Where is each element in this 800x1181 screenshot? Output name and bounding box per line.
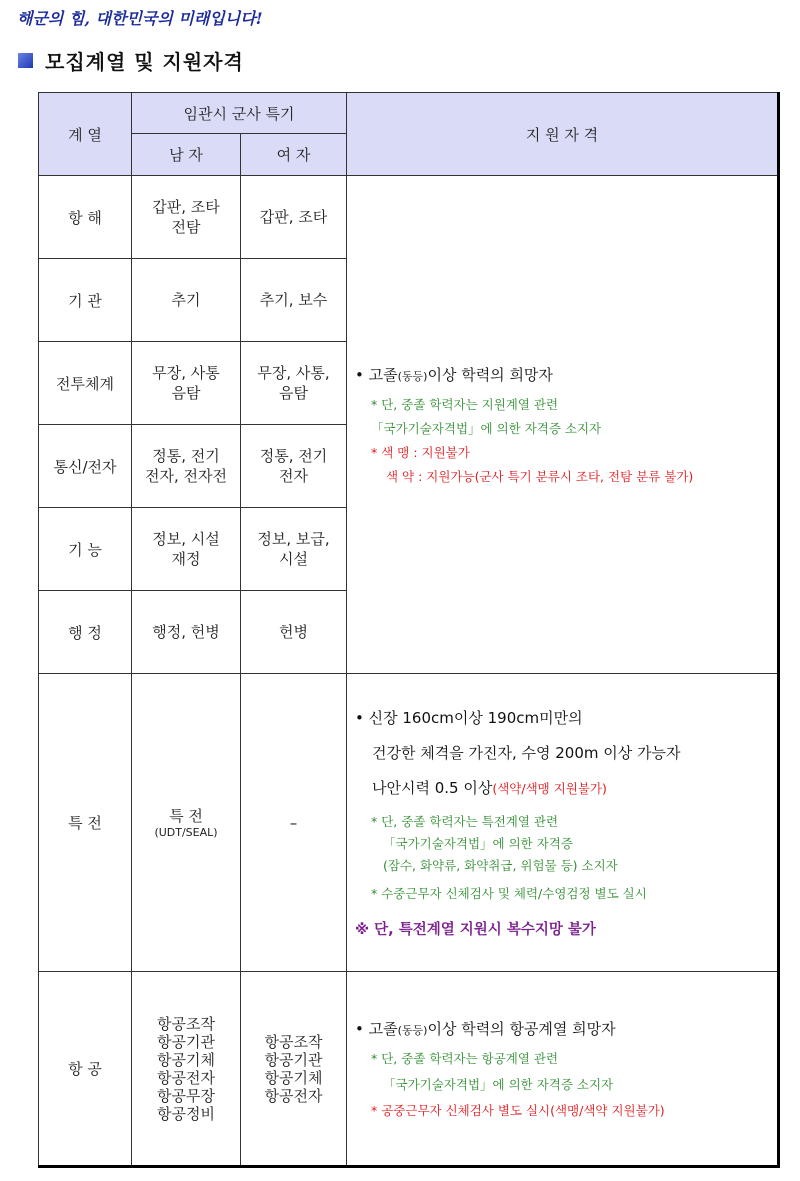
header-qualification: 지 원 자 격 — [347, 93, 779, 176]
female-specialty-cell: 헌병 — [241, 591, 347, 674]
female-specialty-cell: 갑판, 조타 — [241, 176, 347, 259]
male-specialty-cell: 정보, 시설 재정 — [132, 508, 241, 591]
general-qualification-cell: • 고졸(동등)이상 학력의 희망자 * 단, 중졸 학력자는 지원계열 관련 「국가기술자격법」에 의한 자격증 소지자 * 색 맹 : 지원불가 색 약 : 지원가능(군사 특기 분류시 조타, 전탐 분류 불가) — [347, 176, 779, 674]
female-specialty-cell: 항공조작 항공기관 항공기체 항공전자 — [241, 972, 347, 1167]
slogan: 해군의 힘, 대한민국의 미래입니다! — [17, 9, 263, 28]
category-cell: 전투체계 — [39, 342, 132, 425]
female-specialty-cell: 정통, 전기 전자 — [241, 425, 347, 508]
header-male: 남 자 — [132, 134, 241, 176]
male-specialty-cell: 특 전 (UDT/SEAL) — [132, 674, 241, 972]
category-cell: 항 공 — [39, 972, 132, 1167]
header-specialty: 임관시 군사 특기 — [132, 93, 347, 134]
female-specialty-cell: 정보, 보급, 시설 — [241, 508, 347, 591]
table-row-aviation — [39, 972, 779, 1167]
section-title: 모집계열 및 지원자격 — [45, 49, 244, 74]
recruitment-table — [38, 92, 780, 1168]
female-specialty-cell: 무장, 사통, 음탐 — [241, 342, 347, 425]
category-cell: 특 전 — [39, 674, 132, 972]
category-cell: 행 정 — [39, 591, 132, 674]
male-specialty-cell: 무장, 사통 음탐 — [132, 342, 241, 425]
category-cell: 기 능 — [39, 508, 132, 591]
table-row-special — [39, 674, 779, 972]
female-specialty-cell: 추기, 보수 — [241, 259, 347, 342]
header-category: 계 열 — [39, 93, 132, 176]
male-specialty-cell: 항공조작 항공기관 항공기체 항공전자 항공무장 항공정비 — [132, 972, 241, 1167]
header-female: 여 자 — [241, 134, 347, 176]
category-cell: 통신/전자 — [39, 425, 132, 508]
special-qualification-cell: • 신장 160cm이상 190cm미만의 건강한 체격을 가진자, 수영 200m 이상 가능자 나안시력 0.5 이상(색약/색맹 지원불가) * 단, 중졸 학력자는 특전계열 관련 「국가기술자격법」에 의한 자격증 (잠수, 화약류, 화약취급, 위험물 등) 소지자 * 수중근무자 신체검사 및 체력/수영검정 별도 실시 ※ 단, 특전계열 지원시 복수지망 불가 — [347, 674, 779, 972]
category-cell: 항 해 — [39, 176, 132, 259]
square-bullet-icon — [18, 53, 33, 68]
section-header — [18, 45, 244, 75]
male-specialty-cell: 갑판, 조타 전탐 — [132, 176, 241, 259]
category-cell: 기 관 — [39, 259, 132, 342]
male-specialty-cell: 행정, 헌병 — [132, 591, 241, 674]
female-specialty-cell: – — [241, 674, 347, 972]
aviation-qualification-cell: • 고졸(동등)이상 학력의 항공계열 희망자 * 단, 중졸 학력자는 항공계열 관련 「국가기술자격법」에 의한 자격증 소지자 * 공중근무자 신체검사 별도 실시(색맹/색약 지원불가) — [347, 972, 779, 1167]
male-specialty-cell: 추기 — [132, 259, 241, 342]
table-row — [39, 176, 779, 259]
male-specialty-cell: 정통, 전기 전자, 전자전 — [132, 425, 241, 508]
